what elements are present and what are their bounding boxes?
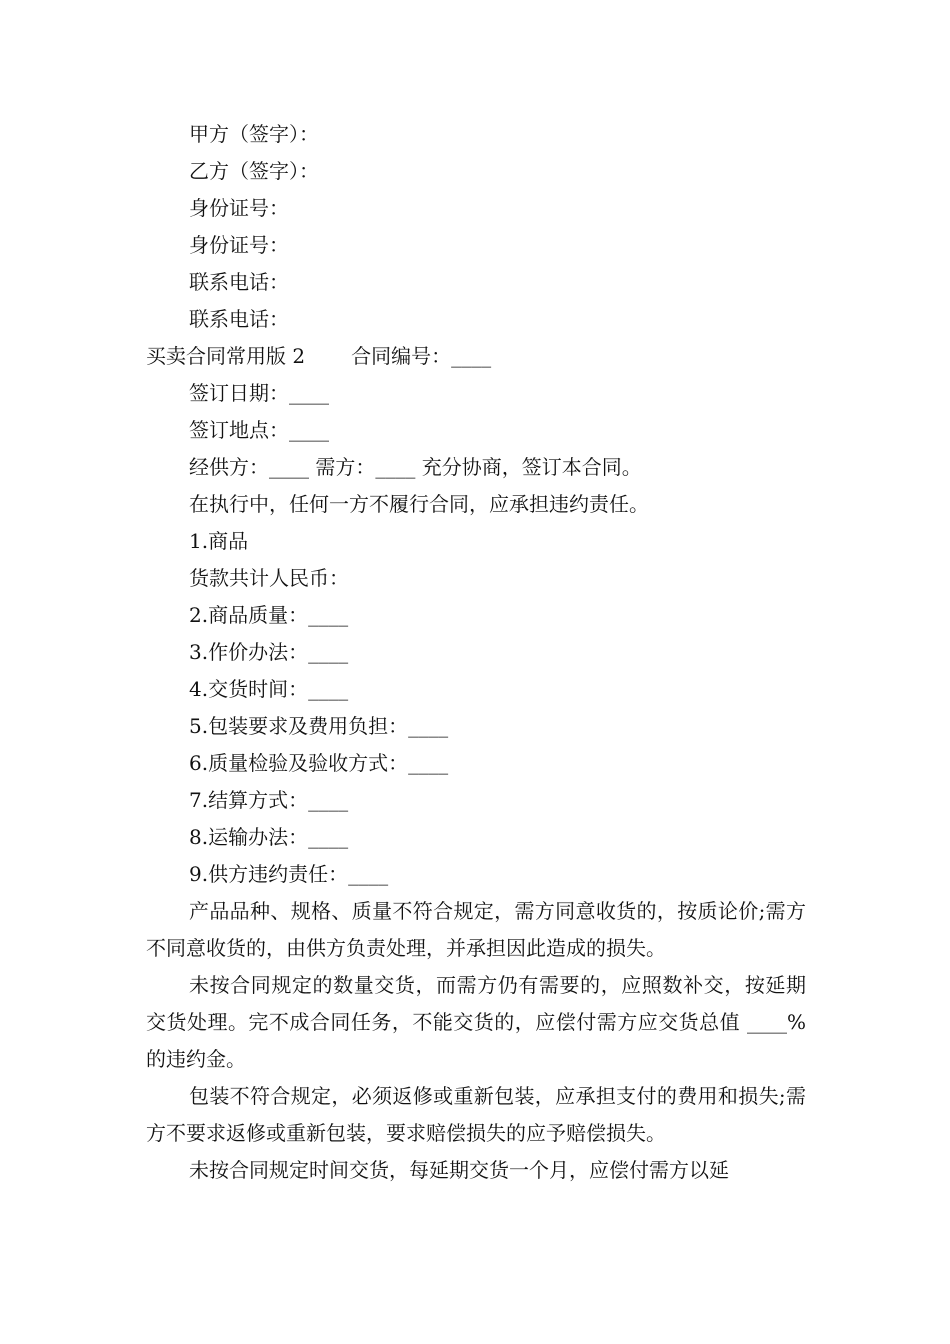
clause-3-pricing: 3.作价办法：____: [189, 640, 349, 664]
clause-1-goods: 1.商品: [189, 529, 249, 553]
paragraph-packaging-breach: 包装不符合规定，必须返修或重新包装，应承担支付的费用和损失;需方不要求返修或重新包装，要求赔偿损失的应予赔偿损失。: [146, 1084, 806, 1145]
paragraph-late-delivery: 未按合同规定时间交货，每延期交货一个月，应偿付需方以延: [189, 1158, 729, 1182]
id-number-line-a: 身份证号：: [189, 196, 289, 220]
clause-8-transport: 8.运输办法：____: [189, 825, 349, 849]
paragraph-quality-breach: 产品品种、规格、质量不符合规定，需方同意收货的，按质论价;需方不同意收货的，由供方负责处理，并承担因此造成的损失。: [146, 899, 806, 960]
clause-6-inspection: 6.质量检验及验收方式：____: [189, 751, 449, 775]
contract-title: 买卖合同常用版 2: [146, 344, 306, 368]
contract-number: 合同编号：____: [351, 344, 492, 368]
party-b-signature-line: 乙方（签字）：: [189, 159, 319, 183]
contract-body: [146, 116, 806, 1189]
phone-line-b: 联系电话：: [189, 307, 289, 331]
id-number-line-b: 身份证号：: [189, 233, 289, 257]
clause-2-quality: 2.商品质量：____: [189, 603, 349, 627]
sign-date-line: 签订日期：____: [189, 381, 329, 405]
contract-title-line: [146, 338, 806, 375]
party-a-signature-line: 甲方（签字）：: [189, 122, 319, 146]
sign-place-line: 签订地点：____: [189, 418, 329, 442]
total-payment-line: 货款共计人民币：: [189, 566, 349, 590]
clause-5-packaging: 5.包装要求及费用负担：____: [189, 714, 449, 738]
parties-line: 经供方：____ 需方：____ 充分协商，签订本合同。: [189, 455, 642, 479]
clause-4-delivery-time: 4.交货时间：____: [189, 677, 349, 701]
liability-line: 在执行中，任何一方不履行合同，应承担违约责任。: [189, 492, 649, 516]
paragraph-quantity-breach: 未按合同规定的数量交货，而需方仍有需要的，应照数补交，按延期交货处理。完不成合同任务，不能交货的，应偿付需方应交货总值 ____%的违约金。: [146, 973, 806, 1071]
clause-9-supplier-liability: 9.供方违约责任：____: [189, 862, 389, 886]
clause-7-settlement: 7.结算方式：____: [189, 788, 349, 812]
phone-line-a: 联系电话：: [189, 270, 289, 294]
